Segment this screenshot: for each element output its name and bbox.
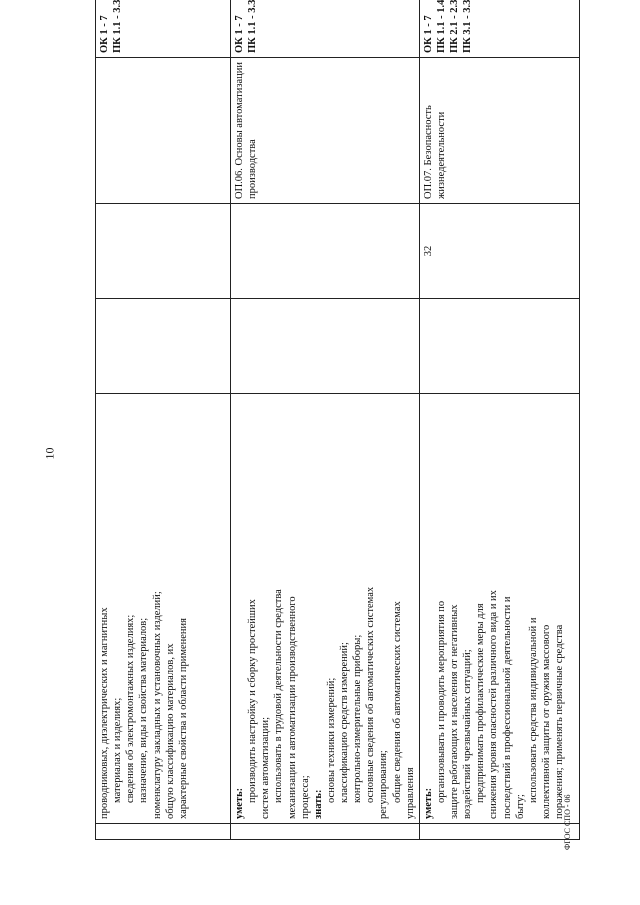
table-row [231,0,420,840]
code-line: ПК 2.1 - 2.3 [449,0,460,53]
discipline-cell: ОП.07. Безопасность жизнедеятельности [419,58,579,204]
skills-label: уметь: [422,787,434,819]
competence-line: классификацию средств измерений; [339,642,350,803]
competence-line: общие сведения об автоматических системах [391,601,403,803]
competence-line: управления [404,767,416,819]
hours-cell [231,299,420,394]
codes-cell [96,0,231,58]
knowledge-label: знать: [312,789,324,819]
competence-line: последствий в профессиональной деятельности и [501,596,513,819]
code-line: ОК 1 - 7 [422,15,434,53]
competence-cell [96,394,231,824]
hours-cell [231,204,420,299]
code-line: ОК 1 - 7 [99,15,110,53]
codes-cell [419,0,579,58]
competence-line: организовывать и проводить мероприятия по [435,600,447,803]
hours-cell [419,299,579,394]
competence-line: общую классификацию материалов, их [164,643,176,819]
competence-line: проводниковых, диэлектрических и магнитных [99,607,110,819]
discipline-cell: ОП.06. Основы автоматизации производства [231,58,420,204]
competence-line: производить настройку и сборку простейших [247,599,259,803]
competence-line: использовать в трудовой деятельности средства [273,589,285,803]
competence-line: контрольно-измерительные приборы; [352,634,364,803]
hours-cell: 32 [419,204,579,299]
competence-line: материалах и изделиях; [112,697,124,803]
competence-line: систем автоматизации; [260,716,272,819]
code-line: ПК 1.1 - 1.4 [435,0,447,53]
competence-line: характерные свойства и области применения [177,618,189,819]
competence-line: снижения уровня опасностей различного вида и их [488,590,500,819]
hours-cell [96,299,231,394]
competence-cell [419,394,579,824]
competence-cell [231,394,420,824]
index-cell [96,824,231,840]
index-cell [419,824,579,840]
competence-line: воздействий чрезвычайных ситуаций; [462,649,474,819]
competence-line: назначение, виды и свойства материалов; [138,617,150,803]
competence-line: быту; [514,794,526,819]
competence-line: процесса; [299,775,311,819]
hours-cell [96,204,231,299]
competence-line: механизации и автоматизации производственного [286,596,298,819]
competence-line: предпринимать профилактические меры для [475,603,487,803]
index-cell [231,824,420,840]
competence-line: основы техники измерений; [325,677,337,803]
code-line: ПК 1.1 - 3.3 [112,0,124,53]
code-line: ОК 1 - 7 [234,15,245,53]
code-line: ПК 3.1 - 3.3 [462,0,474,53]
code-line: ПК 1.1 - 3.3 [247,0,259,53]
footer-code: ФГОС СПО - 06 [563,794,572,850]
skills-label: уметь: [234,787,245,819]
competence-line: коллективной защиты от оружия массового [540,624,552,819]
competence-line: регулирования; [378,750,390,819]
discipline-cell [96,58,231,204]
codes-cell [231,0,420,58]
competence-line: номенклатуру закладных и установочных изделий; [151,591,163,819]
table-row [419,0,579,840]
competence-line: поражения; применять первичные средства [554,624,565,819]
competence-line: сведения об электромонтажных изделиях; [125,614,137,803]
curriculum-table-wrapper [95,0,565,840]
curriculum-table [95,0,580,840]
competence-line: защите работающих и населения от негативных [449,604,460,819]
page-number: 10 [42,447,57,460]
table-row [96,0,231,840]
competence-line: основные сведения об автоматических системах [365,586,377,803]
competence-line: использовать средства индивидуальной и [527,617,539,803]
